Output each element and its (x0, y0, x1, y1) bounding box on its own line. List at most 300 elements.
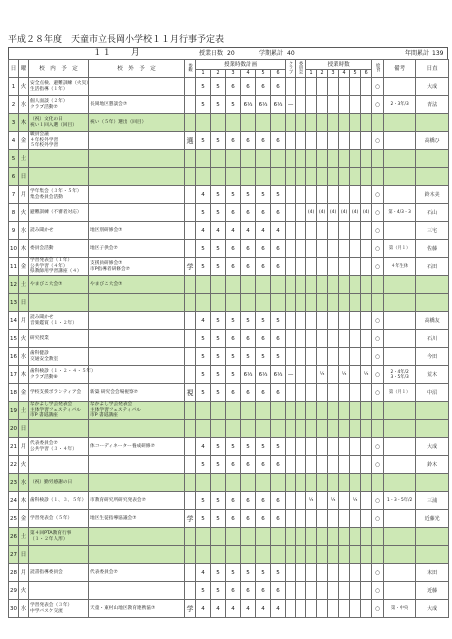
remarks-cell (384, 114, 416, 132)
planned-hours-grade-4 (241, 114, 256, 132)
remarks-cell (384, 402, 416, 420)
planned-hours-grade-6: 6 (271, 132, 286, 150)
school-events-cell (29, 150, 89, 168)
actual-hours-grade-5 (350, 402, 361, 420)
day-cell: 18 (9, 384, 19, 402)
actual-hours-grade-5 (350, 600, 361, 618)
planned-hours-grade-4: 6 (241, 456, 256, 474)
planned-hours-grade-1: 5 (196, 384, 211, 402)
weekday-cell: 水 (19, 348, 29, 366)
school-events-cell-line: 職員会議 (30, 132, 49, 138)
club-cell (286, 204, 296, 222)
club-cell (286, 150, 296, 168)
outside-events-cell (89, 204, 185, 222)
planned-hours-grade-6: 5 (271, 438, 286, 456)
planned-hours-grade-1: 4 (196, 222, 211, 240)
col-header-mark-label: 参観 (187, 63, 193, 72)
actual-hours-grade-5 (350, 564, 361, 582)
planned-hours-grade-4: 5 (241, 186, 256, 204)
school-events-cell-line: 安全点検、避難訓練（火災） (30, 81, 91, 86)
actual-hours-grade-4 (339, 582, 350, 600)
actual-grade-header: 2 (317, 70, 328, 78)
lunch-cell (372, 528, 384, 546)
weekday-cell: 木 (19, 240, 29, 258)
planned-hours-grade-6: 5 (271, 564, 286, 582)
outside-events-cell (89, 150, 185, 168)
schedule-row (9, 78, 449, 96)
duty-cell: 大成 (416, 600, 449, 618)
school-events-cell-line: 学習発表会（１年） (30, 258, 73, 264)
remarks-cell (384, 294, 416, 312)
remarks-cell-line: 2・3年/3 (390, 102, 409, 107)
planned-hours-grade-6: 6 (271, 384, 286, 402)
actual-hours-grade-3 (328, 132, 339, 150)
planned-hours-grade-3 (226, 276, 241, 294)
committee-cell (296, 240, 306, 258)
actual-hours-grade-5 (350, 258, 361, 276)
actual-hours-grade-3 (328, 402, 339, 420)
planned-hours-grade-5 (256, 114, 271, 132)
planned-hours-grade-4: 4 (241, 222, 256, 240)
actual-hours-grade-2 (317, 114, 328, 132)
school-events-cell-line: 歯科検診（１・２・４・５年） (30, 369, 96, 374)
actual-hours-grade-2 (317, 132, 328, 150)
outside-events-cell (89, 294, 185, 312)
planned-hours-grade-1 (196, 402, 211, 420)
duty-cell: 高橋友 (416, 312, 449, 330)
planned-hours-grade-4: 6 (241, 78, 256, 96)
committee-cell (296, 168, 306, 186)
club-cell (286, 510, 296, 528)
duty-cell (416, 546, 449, 564)
remarks-cell-line: ４年生休 (391, 264, 409, 269)
school-events-cell (29, 420, 89, 438)
weekday-cell: 水 (19, 474, 29, 492)
planned-hours-grade-4 (241, 528, 256, 546)
school-events-cell (29, 366, 96, 384)
duty-cell: 石山 (416, 204, 449, 222)
lunch-cell (372, 546, 384, 564)
planned-hours-grade-1: 5 (196, 240, 211, 258)
outside-events-cell (89, 528, 185, 546)
actual-hours-grade-4: ⅓ (339, 366, 350, 384)
actual-hours-grade-6 (361, 510, 372, 528)
planned-hours-grade-2 (211, 168, 226, 186)
club-cell (286, 420, 296, 438)
class-days-value: 20 (227, 50, 235, 57)
actual-hours-grade-5: (4) (350, 204, 361, 222)
club-cell (286, 546, 296, 564)
planned-hours-grade-6 (271, 294, 286, 312)
mark-cell (185, 402, 196, 420)
actual-hours-grade-5 (350, 528, 361, 546)
actual-hours-grade-3 (328, 150, 339, 168)
planned-hours-grade-3 (226, 150, 241, 168)
club-cell (286, 384, 296, 402)
planned-hours-grade-6 (271, 402, 286, 420)
planned-hours-grade-3 (226, 294, 241, 312)
planned-hours-grade-3: 6 (226, 582, 241, 600)
actual-hours-grade-6 (361, 132, 372, 150)
lunch-cell: ○ (372, 186, 384, 204)
actual-hours-grade-4 (339, 258, 350, 276)
remarks-cell-line: 第・中央 (391, 606, 409, 611)
planned-hours-grade-2: 5 (211, 366, 226, 384)
club-cell (286, 582, 296, 600)
school-events-cell (29, 528, 89, 546)
mark-cell (185, 330, 196, 348)
actual-hours-grade-5 (350, 276, 361, 294)
actual-hours-grade-5 (350, 420, 361, 438)
col-header-committee-label: 委員会 (298, 61, 304, 74)
planned-hours-grade-1: 4 (196, 600, 211, 618)
planned-hours-grade-6: 6 (271, 582, 286, 600)
committee-cell (296, 582, 306, 600)
actual-hours-grade-4 (339, 384, 350, 402)
planned-hours-grade-2 (211, 276, 226, 294)
planned-hours-grade-4 (241, 276, 256, 294)
actual-hours-grade-1 (306, 366, 317, 384)
planned-hours-grade-2: 4 (211, 600, 226, 618)
weekday-cell: 火 (19, 204, 29, 222)
actual-hours-grade-5 (350, 222, 361, 240)
lunch-cell: ○ (372, 240, 384, 258)
planned-hours-grade-3: 6 (226, 492, 241, 510)
committee-cell (296, 492, 306, 510)
planned-hours-grade-5: 6 (256, 330, 271, 348)
planned-hours-grade-1: 5 (196, 78, 211, 96)
planned-hours-grade-1: 5 (196, 258, 211, 276)
planned-hours-grade-1 (196, 150, 211, 168)
actual-hours-grade-6 (361, 528, 372, 546)
planned-hours-grade-1: 5 (196, 204, 211, 222)
actual-hours-grade-6 (361, 348, 372, 366)
remarks-cell (384, 78, 416, 96)
lunch-cell: ○ (372, 348, 384, 366)
remarks-cell-line: 第（月１） (388, 390, 411, 395)
outside-events-cell (89, 276, 185, 294)
actual-hours-grade-3 (328, 186, 339, 204)
actual-hours-grade-6 (361, 78, 372, 96)
school-events-cell-line: 避難訓練（不審者対応） (30, 209, 82, 215)
school-events-cell-line: 市P 書道講座 (30, 413, 58, 419)
remarks-cell-line: 1・3・5年/2 (386, 498, 413, 503)
lunch-cell (372, 114, 384, 132)
planned-hours-grade-2: 5 (211, 348, 226, 366)
planned-hours-grade-5: 6 (256, 582, 271, 600)
actual-hours-grade-5 (350, 312, 361, 330)
planned-grade-header: 2 (211, 70, 226, 78)
actual-hours-grade-6 (361, 582, 372, 600)
school-events-cell (29, 222, 89, 240)
actual-hours-grade-6 (361, 456, 372, 474)
actual-hours-grade-3 (328, 330, 339, 348)
actual-hours-grade-2 (317, 582, 328, 600)
actual-hours-grade-6 (361, 330, 372, 348)
outside-events-cell (89, 348, 185, 366)
planned-hours-grade-6 (271, 528, 286, 546)
remarks-cell (384, 474, 416, 492)
remarks-cell (384, 456, 416, 474)
actual-hours-grade-3 (328, 222, 339, 240)
weekday-cell: 土 (19, 528, 29, 546)
col-header-planned-hours: 授業時数計画 (196, 60, 286, 70)
actual-hours-grade-4 (339, 312, 350, 330)
planned-hours-grade-1: 5 (196, 330, 211, 348)
weekday-cell: 日 (19, 546, 29, 564)
mark-cell: 学 (185, 510, 196, 528)
weekday-cell: 土 (19, 402, 29, 420)
planned-grade-header: 5 (256, 70, 271, 78)
school-events-cell-line: 学習発表会（３年） (30, 603, 73, 608)
outside-events-cell (89, 438, 185, 456)
planned-grade-header: 1 (196, 70, 211, 78)
actual-hours-grade-4 (339, 78, 350, 96)
actual-hours-grade-1 (306, 564, 317, 582)
schedule-row (9, 348, 449, 366)
actual-hours-grade-2 (317, 168, 328, 186)
planned-hours-grade-4: 5 (241, 564, 256, 582)
remarks-cell (384, 528, 416, 546)
planned-hours-grade-2 (211, 402, 226, 420)
schedule-row (9, 204, 449, 222)
lunch-cell: ○ (372, 366, 384, 384)
actual-hours-grade-2 (317, 96, 328, 114)
club-cell (286, 222, 296, 240)
weekday-cell: 水 (19, 222, 29, 240)
actual-hours-grade-1 (306, 420, 317, 438)
mark-cell (185, 312, 196, 330)
outside-events-cell (89, 402, 185, 420)
planned-hours-grade-6 (271, 420, 286, 438)
col-header-committee (296, 60, 306, 78)
outside-events-cell (89, 546, 185, 564)
school-events-cell-line: 集会委員会活動 (30, 194, 63, 200)
lunch-cell: ○ (372, 582, 384, 600)
planned-hours-grade-1 (196, 276, 211, 294)
planned-hours-grade-4: 6⅓ (241, 366, 256, 384)
actual-hours-grade-5 (350, 294, 361, 312)
planned-grade-header: 3 (226, 70, 241, 78)
planned-hours-grade-3: 5 (226, 366, 241, 384)
school-events-cell-line: 読み聞かせ (30, 315, 54, 320)
planned-hours-grade-2: 5 (211, 492, 226, 510)
duty-cell: 佐藤 (416, 240, 449, 258)
planned-hours-grade-1: 4 (196, 564, 211, 582)
weekday-cell: 木 (19, 492, 29, 510)
col-header-club (286, 60, 296, 78)
schedule-row (9, 402, 449, 420)
planned-hours-grade-3 (226, 420, 241, 438)
mark-cell (185, 294, 196, 312)
planned-hours-grade-6 (271, 168, 286, 186)
outside-events-cell-line: 祝い（５年）選出（回目） (90, 119, 147, 125)
planned-hours-grade-5: 5 (256, 564, 271, 582)
weekday-cell: 日 (19, 420, 29, 438)
planned-hours-grade-4: 6⅓ (241, 96, 256, 114)
weekday-cell: 火 (19, 330, 29, 348)
committee-cell (296, 510, 306, 528)
outside-events-cell-line: なかよし学芸発表会 (90, 402, 133, 408)
weekday-cell: 月 (19, 438, 29, 456)
school-events-cell (29, 564, 89, 582)
planned-hours-grade-4 (241, 168, 256, 186)
planned-hours-grade-4 (241, 420, 256, 438)
day-cell: 1 (9, 78, 19, 96)
outside-events-cell-line: 支援員研修会⑦ (90, 261, 123, 266)
actual-hours-grade-5 (350, 240, 361, 258)
planned-hours-grade-1: 5 (196, 582, 211, 600)
term-total-label: 学期累計 (259, 50, 284, 57)
planned-hours-grade-5 (256, 546, 271, 564)
planned-hours-grade-2 (211, 420, 226, 438)
planned-hours-grade-2: 5 (211, 240, 226, 258)
committee-cell (296, 420, 306, 438)
duty-cell: 末田 (416, 564, 449, 582)
remarks-cell (384, 600, 416, 618)
committee-cell (296, 186, 306, 204)
col-header-lunch (372, 60, 384, 78)
committee-cell (296, 474, 306, 492)
school-events-cell (29, 600, 89, 618)
actual-hours-grade-1 (306, 258, 317, 276)
mark-cell (185, 276, 196, 294)
planned-hours-grade-5: 6 (256, 384, 271, 402)
actual-hours-grade-1 (306, 132, 317, 150)
actual-hours-grade-1 (306, 186, 317, 204)
planned-hours-grade-4: 6 (241, 132, 256, 150)
committee-cell (296, 204, 306, 222)
col-header-school-events: 校 内 予 定 (29, 60, 89, 78)
day-cell: 25 (9, 510, 19, 528)
actual-hours-grade-5: ⅓ (350, 492, 361, 510)
mark-cell (185, 474, 196, 492)
actual-hours-grade-4 (339, 474, 350, 492)
actual-hours-grade-6 (361, 564, 372, 582)
school-events-cell (29, 204, 89, 222)
planned-hours-grade-2 (211, 114, 226, 132)
planned-hours-grade-6: 6 (271, 78, 286, 96)
schedule-row (9, 600, 449, 618)
remarks-cell (384, 96, 416, 114)
duty-cell (416, 474, 449, 492)
day-cell: 27 (9, 546, 19, 564)
actual-hours-grade-5 (350, 114, 361, 132)
actual-hours-grade-4 (339, 222, 350, 240)
mark-cell (185, 240, 196, 258)
outside-events-cell (89, 78, 185, 96)
club-cell (286, 114, 296, 132)
duty-cell: 中沼 (416, 384, 449, 402)
day-cell: 3 (9, 114, 19, 132)
planned-hours-grade-6: 6 (271, 204, 286, 222)
school-events-cell-line: ５年校外学習 (30, 143, 59, 149)
duty-cell (416, 294, 449, 312)
actual-hours-grade-1 (306, 276, 317, 294)
planned-hours-grade-1 (196, 294, 211, 312)
actual-hours-grade-1 (306, 600, 317, 618)
outside-events-cell-line: 地区生徒指導協議会⑦ (90, 515, 137, 521)
school-events-cell-line: クラブ活動⑦ (30, 104, 58, 110)
actual-hours-grade-4 (339, 402, 350, 420)
day-cell: 24 (9, 492, 19, 510)
col-header-remarks: 備考 (384, 60, 416, 78)
remarks-cell (384, 330, 416, 348)
planned-hours-grade-6: 4 (271, 600, 286, 618)
planned-hours-grade-3 (226, 114, 241, 132)
actual-hours-grade-3 (328, 438, 339, 456)
remarks-cell (384, 384, 416, 402)
year-total-label: 年間累計 (405, 50, 430, 57)
remarks-cell (384, 438, 416, 456)
planned-hours-grade-3: 4 (226, 222, 241, 240)
remarks-cell (384, 258, 416, 276)
school-events-cell-line: 音楽鑑賞（１・２年） (30, 320, 77, 326)
actual-hours-grade-2 (317, 186, 328, 204)
planned-hours-grade-2: 5 (211, 510, 226, 528)
school-events-cell-line: 歯科検診（１、３、５年） (30, 497, 87, 503)
planned-hours-grade-5: 5 (256, 348, 271, 366)
duty-cell: 大成 (416, 438, 449, 456)
planned-hours-grade-6: 6 (271, 258, 286, 276)
club-cell (286, 600, 296, 618)
planned-hours-grade-4 (241, 150, 256, 168)
actual-hours-grade-2 (317, 276, 328, 294)
planned-hours-grade-4: 6 (241, 240, 256, 258)
planned-hours-grade-3 (226, 168, 241, 186)
planned-hours-grade-4: 5 (241, 348, 256, 366)
actual-hours-grade-2 (317, 294, 328, 312)
outside-events-cell (89, 330, 185, 348)
actual-hours-grade-1 (306, 384, 317, 402)
actual-hours-grade-3 (328, 474, 339, 492)
school-events-cell-line: 交通安全教室 (30, 356, 59, 362)
actual-hours-grade-4 (339, 114, 350, 132)
actual-hours-grade-3 (328, 348, 339, 366)
planned-hours-grade-3: 5 (226, 186, 241, 204)
actual-hours-grade-2 (317, 330, 328, 348)
school-events-cell-line: 学習発表会（５年） (30, 515, 73, 521)
remarks-cell (384, 564, 416, 582)
actual-hours-grade-6 (361, 312, 372, 330)
lunch-cell: ○ (372, 132, 384, 150)
day-cell: 6 (9, 168, 19, 186)
actual-hours-grade-6 (361, 600, 372, 618)
planned-hours-grade-5 (256, 276, 271, 294)
planned-hours-grade-1 (196, 114, 211, 132)
day-cell: 21 (9, 438, 19, 456)
duty-cell (416, 114, 449, 132)
actual-hours-grade-6: (4) (361, 204, 372, 222)
planned-hours-grade-5: 6 (256, 492, 271, 510)
actual-hours-grade-5 (350, 384, 361, 402)
mark-cell: 選 (185, 132, 196, 150)
planned-hours-grade-1 (196, 546, 211, 564)
lunch-cell: ○ (372, 330, 384, 348)
planned-hours-grade-6: 5 (271, 312, 286, 330)
weekday-cell: 土 (19, 150, 29, 168)
planned-hours-grade-4 (241, 294, 256, 312)
actual-hours-grade-2 (317, 564, 328, 582)
lunch-cell: ○ (372, 564, 384, 582)
planned-hours-grade-3: 5 (226, 96, 241, 114)
remarks-cell (384, 150, 416, 168)
actual-hours-grade-1 (306, 222, 317, 240)
school-events-cell (29, 330, 89, 348)
mark-cell (185, 492, 196, 510)
planned-hours-grade-3: 6 (226, 240, 241, 258)
planned-hours-grade-5 (256, 150, 271, 168)
